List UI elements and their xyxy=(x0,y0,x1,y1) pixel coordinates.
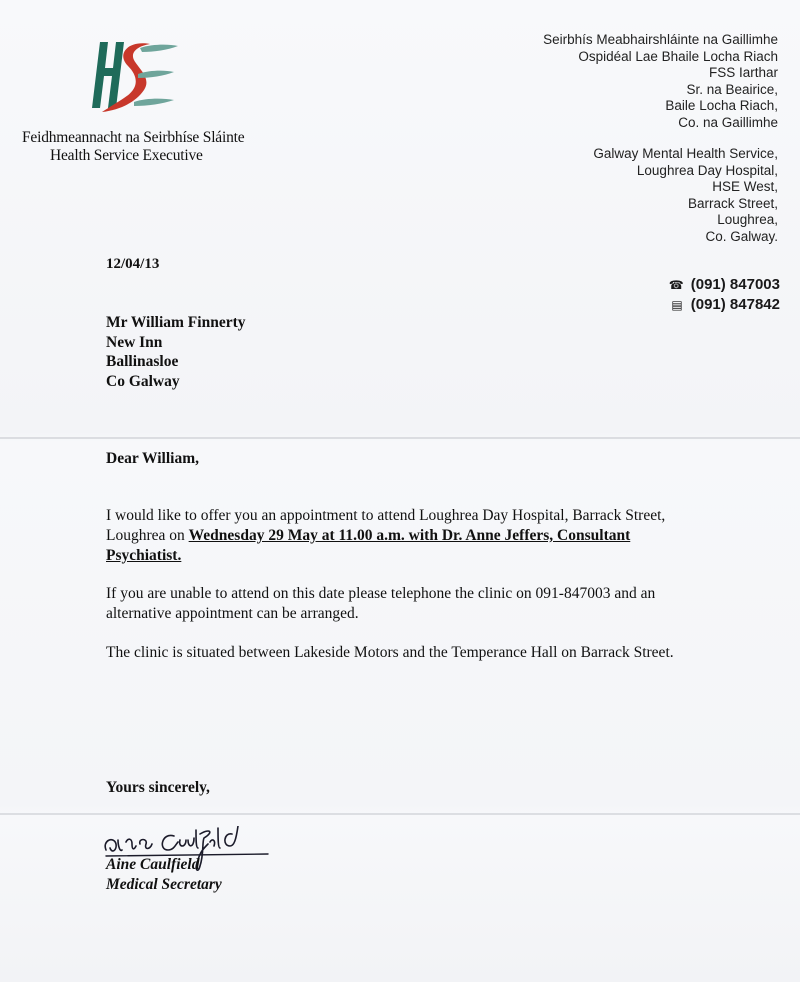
appointment-details: Wednesday 29 May at 11.00 a.m. with Dr. Anne Jeffers, Consultant Psychiatist. xyxy=(106,527,631,564)
address-line: Seirbhís Meabhairshláinte na Gaillimhe xyxy=(543,32,778,47)
address-line: Co. Galway. xyxy=(705,228,778,244)
address-line: Sr. na Beairice, xyxy=(686,81,778,97)
address-line: Baile Locha Riach, xyxy=(665,98,778,113)
phone-row xyxy=(669,275,780,295)
signer-block xyxy=(106,855,222,894)
location-paragraph: The clinic is situated between Lakeside Motors and the Temperance Hall on Barrack Street. xyxy=(106,644,674,661)
address-line: Co. na Gaillimhe xyxy=(678,114,778,130)
reschedule-paragraph: If you are unable to attend on this date please telephone the clinic on 091-847003 and an alternative appointment can be arranged. xyxy=(106,585,656,622)
address-line: HSE West, xyxy=(712,179,778,194)
signer-title: Medical Secretary xyxy=(106,875,222,893)
contact-numbers xyxy=(669,275,780,315)
paper-fold-line xyxy=(0,813,800,815)
recipient-address xyxy=(106,313,246,391)
letter-date: 12/04/13 xyxy=(106,256,160,272)
paper-fold-line xyxy=(0,437,800,439)
org-name-irish: Feidhmeannacht na Seirbhíse Sláinte xyxy=(22,129,245,146)
recipient-line: New Inn xyxy=(106,333,163,351)
fax-row xyxy=(669,295,780,315)
hse-logo xyxy=(78,36,188,116)
appointment-text: I would like to offer you an appointment to attend Loughrea Day Hospital, Barrack Street, Loughrea on xyxy=(106,507,666,544)
telephone-icon: ☎ xyxy=(668,278,684,292)
recipient-line: Co Galway xyxy=(106,372,180,390)
recipient-line: Ballinasloe xyxy=(106,353,179,370)
phone-number: (091) 847003 xyxy=(690,276,780,293)
recipient-line: Mr William Finnerty xyxy=(106,314,246,331)
fax-number: (091) 847842 xyxy=(690,296,780,313)
address-line: Galway Mental Health Service, xyxy=(593,146,778,161)
address-line: FSS Iarthar xyxy=(708,65,778,80)
org-name-english: Health Service Executive xyxy=(50,147,203,164)
closing: Yours sincerely, xyxy=(106,779,210,796)
signer-name: Aine Caulfield xyxy=(106,856,200,873)
address-irish xyxy=(543,32,778,131)
appointment-paragraph xyxy=(106,506,706,566)
address-english xyxy=(593,146,778,245)
fax-icon: ▤ xyxy=(671,298,683,312)
address-line: Barrack Street, xyxy=(687,195,778,211)
address-line: Ospidéal Lae Bhaile Locha Riach xyxy=(578,48,778,64)
address-line: Loughrea Day Hospital, xyxy=(636,162,778,178)
address-line: Loughrea, xyxy=(717,212,778,227)
salutation: Dear William, xyxy=(106,450,199,467)
